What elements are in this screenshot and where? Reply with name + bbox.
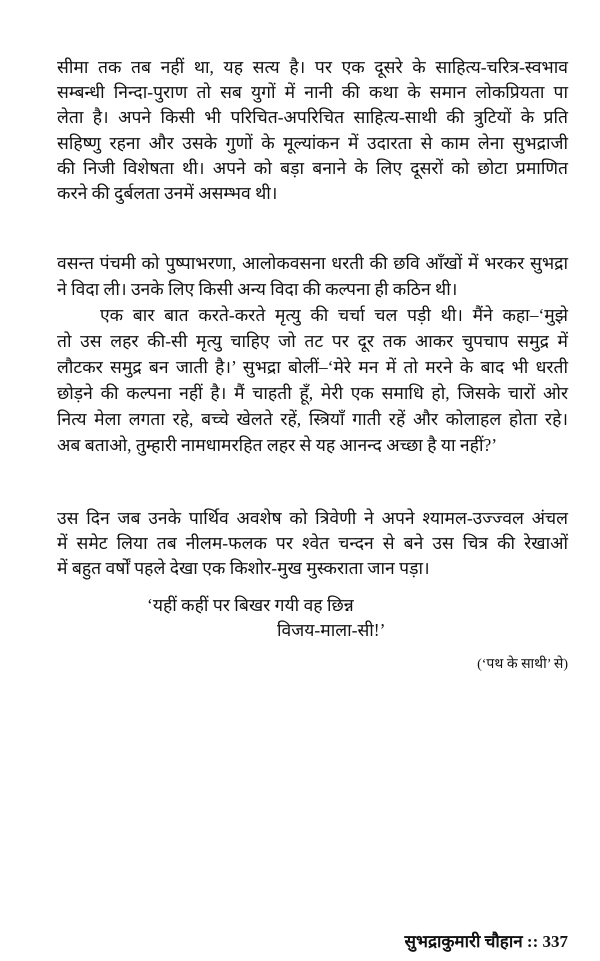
source-attribution: (‘पथ के साथी’ से) bbox=[477, 657, 568, 672]
text-line: छोड़ने की कल्पना नहीं है। मैं चाहती हूँ, मेरी एक समाधि हो, जिसके चारों ओर bbox=[57, 383, 568, 403]
text-line: वसन्त पंचमी को पुष्पाभरणा, आलोकवसना धरती की छवि आँखों में भरकर सुभद्रा bbox=[57, 253, 568, 273]
text-line: लेता है। अपने किसी भी परिचित-अपरिचित साहित्य-साथी की त्रुटियों के प्रति bbox=[57, 107, 568, 127]
page-number: 337 bbox=[542, 932, 568, 951]
text-line: ने विदा ली। उनके लिए किसी अन्य विदा की कल्पना ही कठिन थी। bbox=[57, 279, 458, 299]
footer-separator: :: bbox=[526, 932, 539, 951]
text-line: की निजी विशेषता थी। अपने को बड़ा बनाने के लिए दूसरों को छोटा प्रमाणित bbox=[57, 158, 568, 178]
poem-line: विजय-माला-सी!’ bbox=[277, 620, 386, 640]
page-footer bbox=[405, 930, 569, 954]
text-line: सीमा तक तब नहीं था, यह सत्य है। पर एक दूसरे के साहित्य-चरित्र-स्वभाव bbox=[57, 57, 568, 77]
running-title: सुभद्राकुमारी चौहान bbox=[404, 932, 523, 951]
text-line: में समेट लिया तब नीलम-फलक पर श्वेत चन्दन से बने उस चित्र की रेखाओं bbox=[57, 533, 568, 553]
text-line: सम्बन्धी निन्दा-पुराण तो सब युगों में नानी की कथा के समान लोकप्रियता पा bbox=[57, 82, 568, 102]
text-line: में बहुत वर्षों पहले देखा एक किशोर-मुख मुस्कराता जान पड़ा। bbox=[57, 558, 430, 578]
text-line: उस दिन जब उनके पार्थिव अवशेष को त्रिवेणी ने अपने श्यामल-उज्ज्वल अंचल bbox=[57, 508, 568, 528]
poem-line: ‘यहीं कहीं पर बिखर गयी वह छिन्न bbox=[147, 595, 354, 615]
text-line: अब बताओ, तुम्हारी नामधामरहित लहर से यह आनन्द अच्छा है या नहीं?’ bbox=[57, 435, 498, 455]
text-line: तो उस लहर की-सी मृत्यु चाहिए जो तट पर दूर तक आकर चुपचाप समुद्र में bbox=[57, 331, 568, 351]
text-line: करने की दुर्बलता उनमें असम्भव थी। bbox=[57, 183, 278, 203]
text-line: लौटकर समुद्र बन जाती है।’ सुभद्रा बोलीं–‘मेरे मन में तो मरने के बाद भी धरती bbox=[57, 357, 568, 377]
text-line: सहिष्णु रहना और उसके गुणों के मूल्यांकन में उदारता से काम लेना सुभद्राजी bbox=[57, 133, 568, 153]
text-line: नित्य मेला लगता रहे, बच्चे खेलते रहें, स्त्रियाँ गाती रहें और कोलाहल होता रहे। bbox=[57, 409, 568, 429]
text-line: एक बार बात करते-करते मृत्यु की चर्चा चल पड़ी थी। मैंने कहा–‘मुझे bbox=[100, 305, 568, 325]
